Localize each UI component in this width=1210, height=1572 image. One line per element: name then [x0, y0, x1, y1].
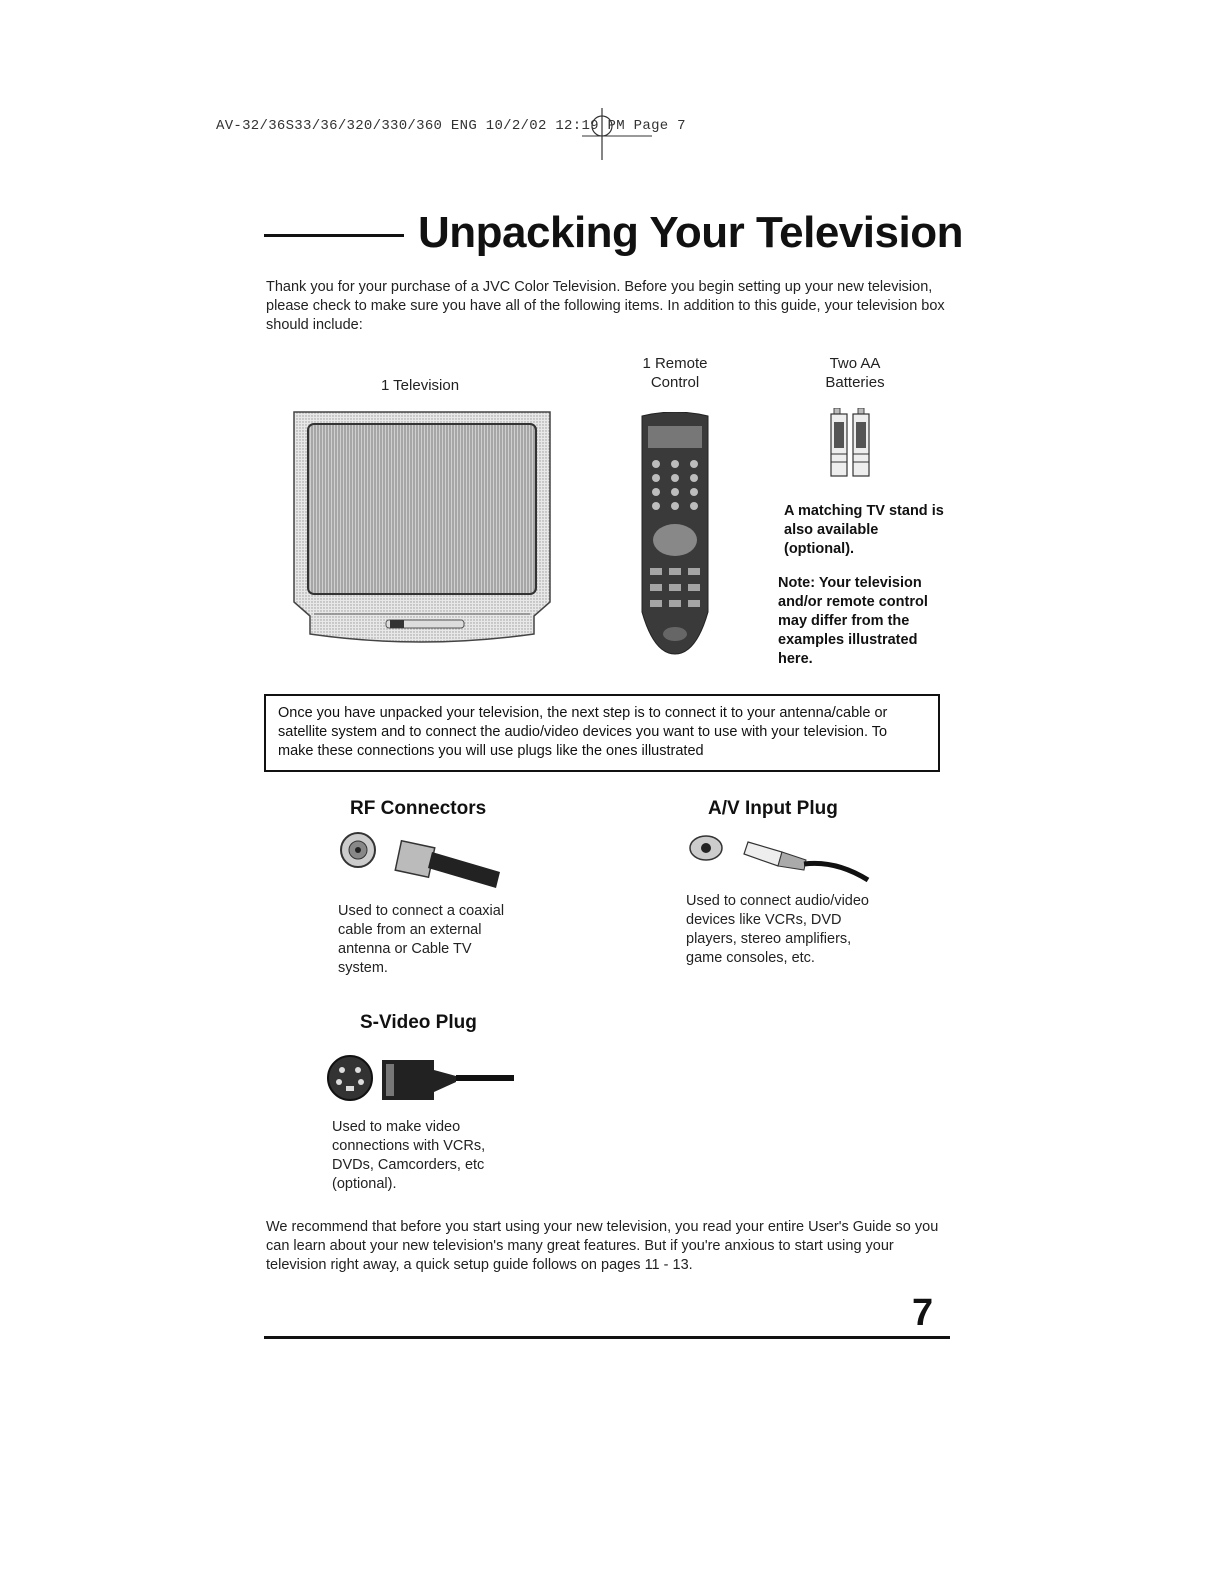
batteries-illustration — [828, 408, 876, 480]
av-plug-icon — [686, 830, 872, 888]
rf-description: Used to connect a coaxial cable from an external antenna or Cable TV system. — [338, 903, 505, 976]
svideo-plug-title: S-Video Plug — [360, 1012, 477, 1033]
svideo-plug-icon — [326, 1052, 516, 1104]
intro-paragraph: Thank you for your purchase of a JVC Color Television. Before you begin setting up your new television, please check to make sure you have all of the following items. In addition to this guide, your television box should include: — [266, 279, 945, 333]
registration-mark-icon — [582, 108, 652, 160]
rf-connectors-title: RF Connectors — [350, 798, 487, 819]
svideo-description: Used to make video connections with VCRs, DVDs, Camcorders, etc (optional). — [332, 1119, 486, 1192]
television-illustration — [290, 406, 554, 652]
page-title: Unpacking Your Television — [418, 208, 963, 257]
title-rule — [264, 234, 404, 237]
tv-stand-note: A matching TV stand is also available (optional). — [784, 503, 944, 557]
connection-notice-box: Once you have unpacked your television, the next step is to connect it to your antenna/cable or satellite system and to connect the audio/video devices you want to use with your television. To make these connections you will use plugs like the ones illustrated — [264, 694, 940, 772]
remote-caption-line2: Control — [650, 374, 700, 391]
batteries-caption-line2: Batteries — [825, 374, 885, 391]
av-description: Used to connect audio/video devices like VCRs, DVD players, stereo amplifiers, game consoles, etc. — [686, 893, 869, 966]
page-number: 7 — [912, 1292, 934, 1334]
print-header: AV-32/36S33/36/320/330/360 ENG 10/2/02 12:19 PM Page 7 — [216, 118, 686, 134]
batteries-caption-line1: Two AA — [829, 355, 881, 372]
rf-connector-icon — [338, 830, 504, 892]
television-caption: 1 Television — [380, 377, 460, 394]
difference-note: Note: Your television and/or remote control may differ from the examples illustrated here. — [778, 575, 928, 667]
av-plug-title: A/V Input Plug — [708, 798, 838, 819]
footer-rule — [264, 1336, 950, 1339]
remote-caption-line1: 1 Remote — [642, 355, 708, 372]
closing-paragraph: We recommend that before you start using your new television, you read your entire User's Guide so you can learn about your new television's many great features. But if you're anxious to start using your television right away, a quick setup guide follows on pages 11 - 13. — [266, 1219, 939, 1273]
remote-control-illustration — [636, 412, 714, 658]
batteries-caption — [790, 354, 920, 392]
remote-caption — [610, 354, 740, 392]
